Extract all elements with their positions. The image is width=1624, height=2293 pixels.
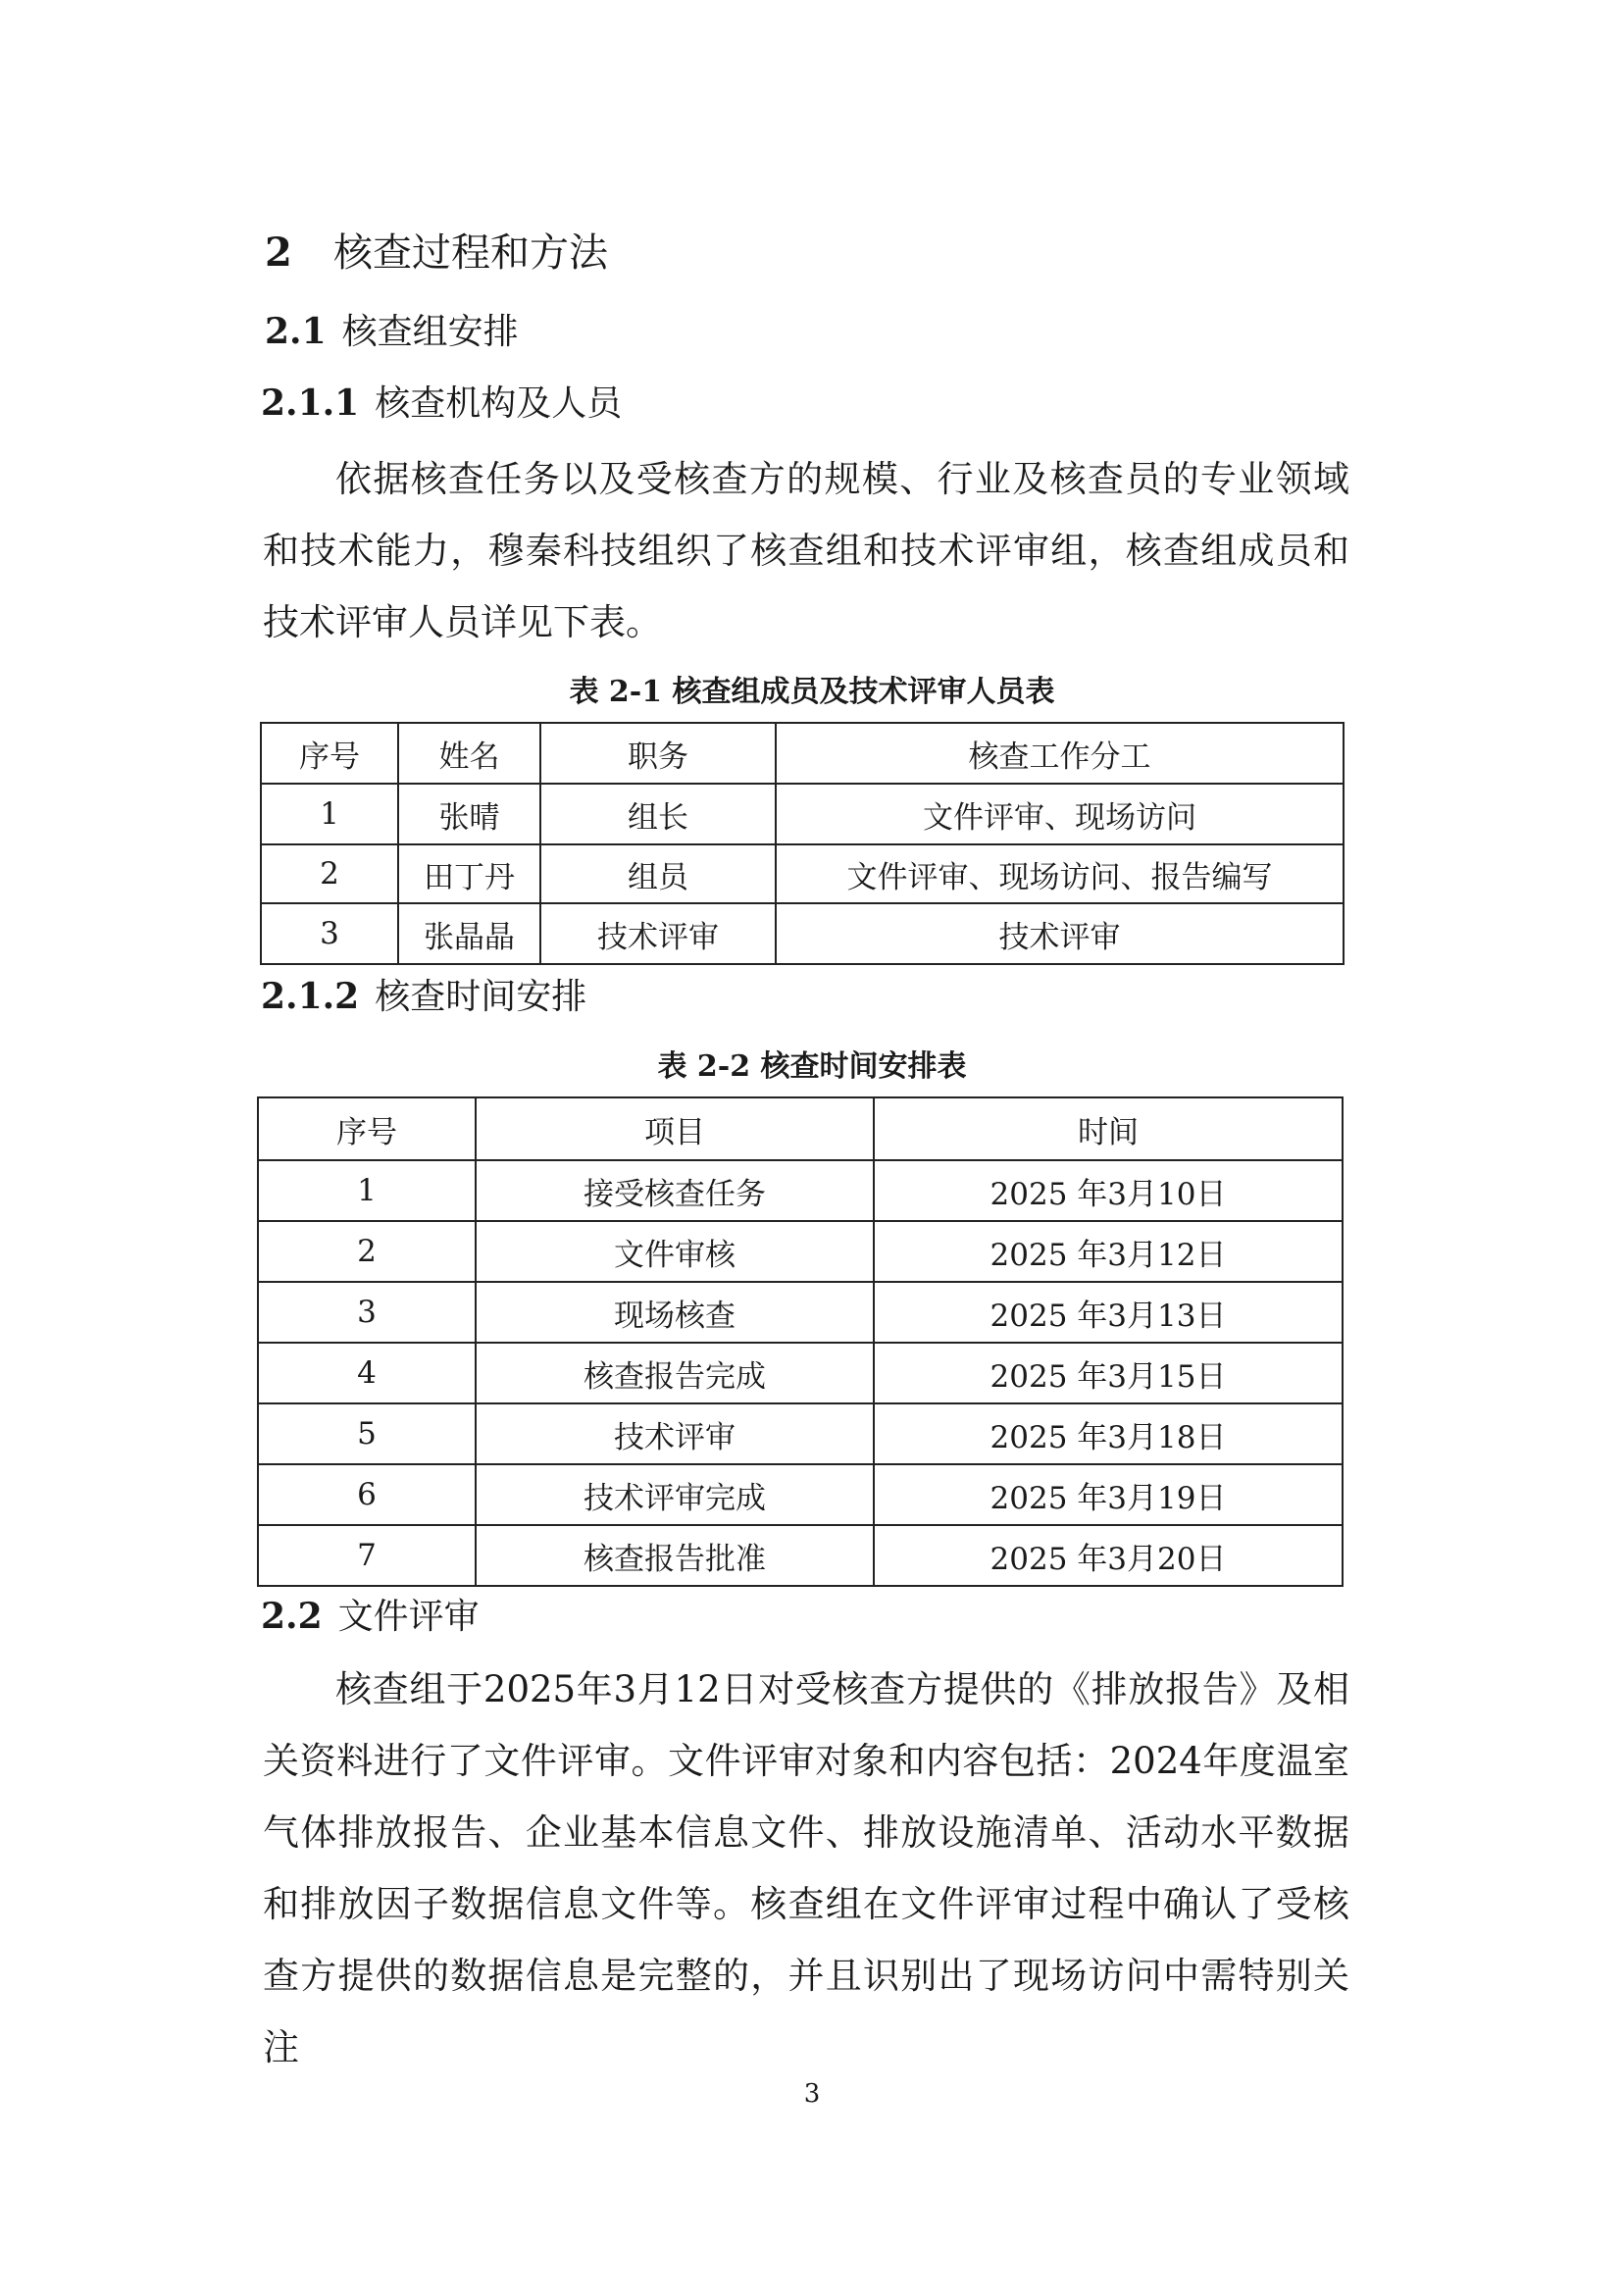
table-cell: 核查报告完成 (476, 1343, 874, 1403)
table-2-caption: 表 2-2 核查时间安排表 (657, 1049, 967, 1084)
table-cell: 技术评审 (776, 903, 1344, 964)
table-cell: 3 (261, 903, 398, 964)
table-row (258, 1343, 1343, 1403)
table-cell: 核查报告批准 (476, 1525, 874, 1586)
table-cell: 3 (258, 1282, 476, 1343)
table-cell: 张晶晶 (398, 903, 540, 964)
table-header-cell: 序号 (261, 723, 398, 784)
subsubsection-heading-2-1-2 (261, 969, 586, 1019)
subsubsection-title: 核查时间安排 (375, 977, 587, 1017)
section-heading (265, 222, 608, 278)
table-header-cell: 姓名 (398, 723, 540, 784)
subsubsection-number: 2.1.2 (261, 976, 360, 1017)
table-row (261, 903, 1344, 964)
table-header-cell: 序号 (258, 1097, 476, 1160)
table-cell: 5 (258, 1403, 476, 1464)
table-header-row (258, 1097, 1343, 1160)
table-row (258, 1403, 1343, 1464)
subsection-heading-2-2 (261, 1589, 480, 1639)
table-cell: 文件评审、现场访问 (776, 784, 1344, 844)
subsection-heading-2-1 (265, 304, 519, 354)
table-cell: 6 (258, 1464, 476, 1525)
table-cell: 2 (258, 1221, 476, 1282)
table-cell: 2025 年3月13日 (874, 1282, 1343, 1343)
table-cell: 现场核查 (476, 1282, 874, 1343)
table-cell: 2 (261, 844, 398, 903)
table-row (258, 1160, 1343, 1221)
table-header-cell: 时间 (874, 1097, 1343, 1160)
section-title: 核查过程和方法 (333, 230, 608, 276)
table-cell: 4 (258, 1343, 476, 1403)
table-header-cell: 核查工作分工 (776, 723, 1344, 784)
table-row (261, 784, 1344, 844)
table-cell: 文件审核 (476, 1221, 874, 1282)
table-row (258, 1221, 1343, 1282)
table-cell: 2025 年3月18日 (874, 1403, 1343, 1464)
subsection-title: 文件评审 (337, 1597, 480, 1637)
table-cell: 文件评审、现场访问、报告编写 (776, 844, 1344, 903)
subsubsection-title: 核查机构及人员 (375, 383, 623, 424)
table-cell: 组员 (540, 844, 776, 903)
table-1-caption: 表 2-1 核查组成员及技术评审人员表 (569, 675, 1055, 709)
table-header-cell: 项目 (476, 1097, 874, 1160)
table-row (258, 1464, 1343, 1525)
schedule-table (257, 1096, 1344, 1587)
table-cell: 技术评审完成 (476, 1464, 874, 1525)
table-row (258, 1525, 1343, 1586)
table-cell: 2025 年3月12日 (874, 1221, 1343, 1282)
table-cell: 田丁丹 (398, 844, 540, 903)
table-cell: 2025 年3月20日 (874, 1525, 1343, 1586)
subsubsection-number: 2.1.1 (261, 382, 360, 424)
table-header-row (261, 723, 1344, 784)
table-cell: 2025 年3月19日 (874, 1464, 1343, 1525)
personnel-table (260, 722, 1345, 965)
subsubsection-heading-2-1-1 (261, 376, 622, 426)
table-cell: 2025 年3月15日 (874, 1343, 1343, 1403)
table-cell: 1 (261, 784, 398, 844)
table-cell: 技术评审 (476, 1403, 874, 1464)
page-number: 3 (803, 2079, 821, 2109)
table-cell: 组长 (540, 784, 776, 844)
subsection-title: 核查组安排 (341, 312, 519, 352)
section-number: 2 (265, 229, 292, 276)
paragraph-file-review: 核查组于2025年3月12日对受核查方提供的《排放报告》及相关资料进行了文件评审。文件评审对象和内容包括：2024年度温室气体排放报告、企业基本信息文件、排放设施清单、活动水平数据和排放因子数据信息文件等。核查组在文件评审过程中确认了受核查方提供的数据信息是完整的，并且识别出了现场访问中需特别关注 (263, 1668, 1349, 2068)
table-cell: 7 (258, 1525, 476, 1586)
table-cell: 张晴 (398, 784, 540, 844)
table-row (261, 844, 1344, 903)
subsection-number: 2.2 (261, 1596, 323, 1637)
table-cell: 技术评审 (540, 903, 776, 964)
table-cell: 接受核查任务 (476, 1160, 874, 1221)
table-cell: 2025 年3月10日 (874, 1160, 1343, 1221)
table-header-cell: 职务 (540, 723, 776, 784)
paragraph-personnel: 依据核查任务以及受核查方的规模、行业及核查员的专业领域和技术能力，穆秦科技组织了核查组和技术评审组，核查组成员和技术评审人员详见下表。 (263, 458, 1349, 643)
subsection-number: 2.1 (265, 311, 327, 352)
table-row (258, 1282, 1343, 1343)
table-cell: 1 (258, 1160, 476, 1221)
